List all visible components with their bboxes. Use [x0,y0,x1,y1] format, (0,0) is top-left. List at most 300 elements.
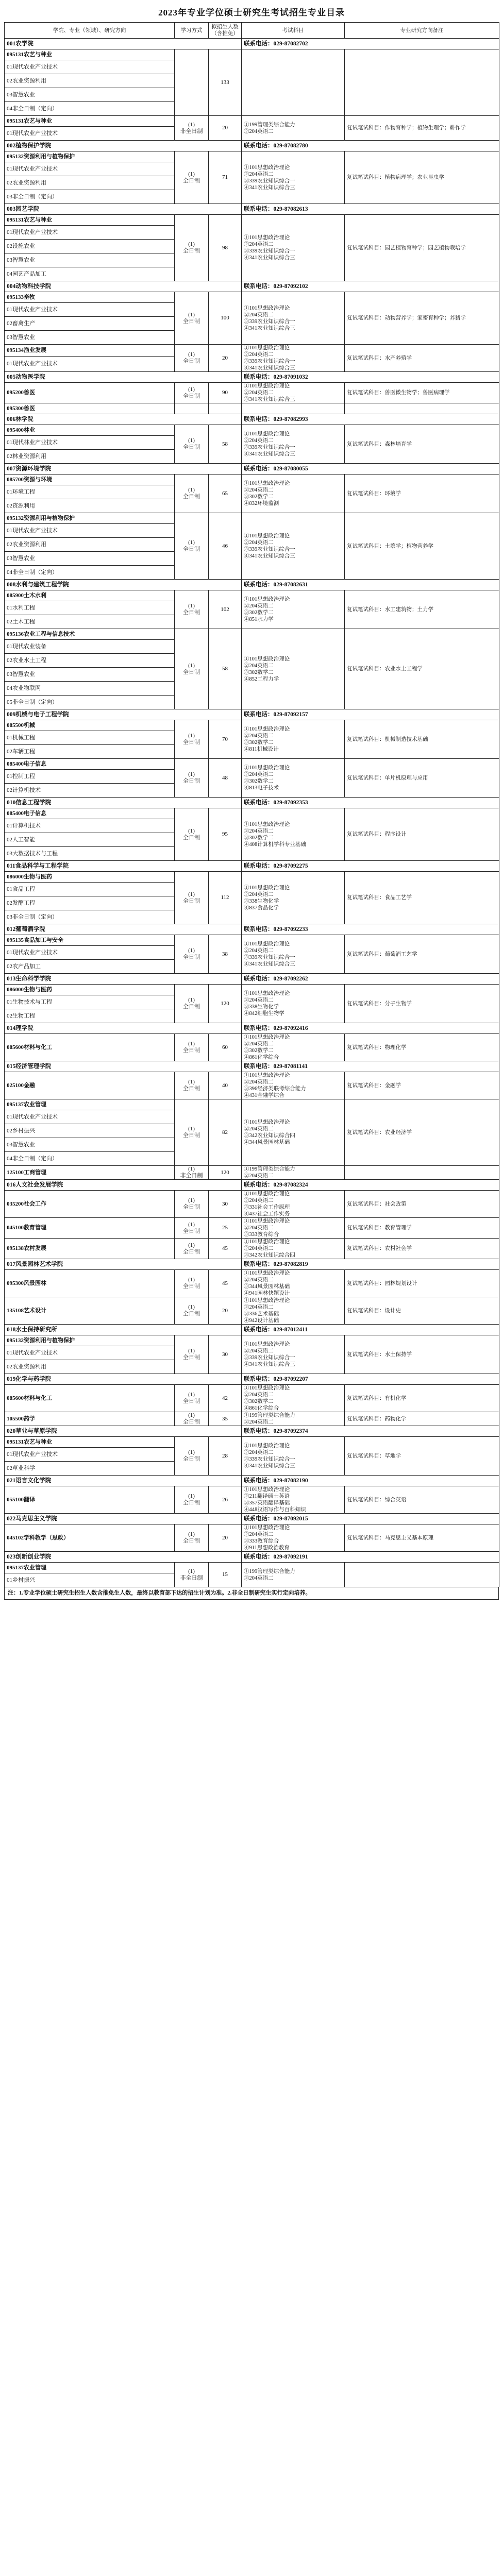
direction-name: 02发酵工程 [5,896,175,910]
exam-subjects [242,1412,345,1426]
exam-subject: ②204英语二 [244,733,274,739]
college-row [5,204,499,215]
exam-subject: ②204英语二 [244,1277,274,1283]
exam-subject: ②204英语二 [244,312,274,318]
exam-subject: ①101思想政治理论 [244,1035,290,1040]
plan-count: 71 [209,151,242,204]
study-mode: (1) 全日制 [175,292,209,345]
major-name: 055100翻译 [5,1486,175,1514]
plan-count: 120 [209,985,242,1023]
plan-count: 95 [209,808,242,861]
major-name: 095136农业工程与信息技术 [5,629,175,640]
major-row [5,49,499,60]
major-row [5,151,499,162]
study-mode: (1) 全日制 [175,345,209,372]
exam-subject: ①101思想政治理论 [244,1239,290,1245]
college-contact: 联系电话：029-87092262 [242,974,499,985]
college-row [5,924,499,935]
retest-note: 复试笔试科目：园艺植物育种学；园艺植物栽培学 [345,215,499,281]
college-row [5,1476,499,1486]
major-row [5,985,499,995]
direction-name: 02计算机技术 [5,784,175,798]
direction-name: 01现代农业产业技术 [5,1110,175,1124]
major-row [5,590,499,601]
study-mode [175,403,209,414]
direction-name: 01机械工程 [5,731,175,745]
major-name: 085600材料与化工 [5,1385,175,1412]
direction-name: 03智慧农业 [5,668,175,682]
major-row [5,474,499,485]
college-contact: 联系电话：029-87092191 [242,1552,499,1563]
plan-count: 30 [209,1335,242,1374]
exam-subjects [242,1034,345,1061]
exam-subject: ②204英语二 [244,1225,274,1231]
retest-note: 复试笔试科目：森林培育学 [345,425,499,464]
college-name: 004动物科技学院 [5,281,242,292]
exam-subjects [242,1191,345,1218]
major-name: 085500机械 [5,720,175,731]
college-row [5,861,499,872]
college-name: 007资源环境学院 [5,464,242,474]
exam-subject: ②204英语二 [244,663,274,669]
plan-count [209,403,242,414]
exam-subject: ③302数学二 [244,610,274,616]
college-contact: 联系电话：029-87092275 [242,861,499,872]
major-row [5,425,499,436]
study-mode: (1) 非全日制 [175,1166,209,1180]
exam-subject: ③336艺术基础 [244,1311,279,1317]
exam-subject: ②204英语二 [244,1450,274,1455]
exam-subject: ④811机械设计 [244,747,279,752]
plan-count: 133 [209,49,242,116]
direction-name: 02土木工程 [5,615,175,629]
major-row [5,1034,499,1061]
exam-subject: ①101思想政治理论 [244,821,290,827]
college-name: 012葡萄酒学院 [5,924,242,935]
direction-name: 01现代农业产业技术 [5,226,175,240]
plan-count: 28 [209,1437,242,1476]
exam-subject: ④861化学综合 [244,1405,279,1411]
college-contact: 联系电话：029-87082190 [242,1476,499,1486]
direction-name: 03大数据技术与工程 [5,847,175,861]
direction-name: 02农业资源利用 [5,538,175,552]
college-name: 017风景园林艺术学院 [5,1259,242,1270]
exam-subjects [242,1437,345,1476]
major-name: 085600材料与化工 [5,1034,175,1061]
exam-subject: ③342农业知识综合四 [244,1133,295,1139]
plan-count: 30 [209,1191,242,1218]
exam-subjects [242,759,345,798]
exam-subject: ③396经济类联考综合能力 [244,1086,306,1092]
study-mode: (1) 全日制 [175,383,209,403]
college-row [5,580,499,590]
retest-note: 复试笔试科目：水产养殖学 [345,345,499,372]
exam-subject: ④911思想政治教育 [244,1545,290,1551]
exam-subjects [242,383,345,403]
exam-subject: ②204英语二 [244,1173,274,1179]
retest-note: 复试笔试科目：设计史 [345,1297,499,1325]
major-name: 095300风景园林 [5,1270,175,1297]
plan-count: 46 [209,513,242,580]
exam-subjects [242,116,345,141]
exam-subject: ④861化学综合 [244,1055,279,1060]
plan-count: 120 [209,1166,242,1180]
exam-subjects [242,49,345,116]
exam-subjects [242,1166,345,1180]
direction-name: 03智慧农业 [5,552,175,566]
exam-subject: ①101思想政治理论 [244,1487,290,1493]
study-mode: (1) 全日制 [175,1099,209,1166]
exam-subject: ③302数学二 [244,494,274,500]
exam-subject: ③357英语翻译基础 [244,1500,290,1506]
college-contact: 联系电话：029-87092157 [242,709,499,720]
direction-name: 03智慧农业 [5,331,175,345]
retest-note: 复试笔试科目：药物化学 [345,1412,499,1426]
exam-subject: ①199管理类综合能力 [244,1166,295,1172]
exam-subject: ②204英语二 [244,1419,274,1425]
college-contact: 联系电话：029-87082993 [242,414,499,425]
college-row [5,1514,499,1524]
direction-name: 01乡村振兴 [5,1573,175,1587]
major-row [5,1385,499,1412]
study-mode: (1) 全日制 [175,759,209,798]
college-name: 015经济管理学院 [5,1061,242,1072]
major-row [5,1412,499,1426]
direction-name: 03非全日制（定向） [5,910,175,924]
study-mode: (1) 全日制 [175,1072,209,1099]
exam-subject: ③302数学二 [244,835,274,841]
study-mode: (1) 全日制 [175,629,209,709]
exam-subject: ①101思想政治理论 [244,1443,290,1449]
major-name: 085700资源与环境 [5,474,175,485]
exam-subjects [242,985,345,1023]
exam-subject: ①101思想政治理论 [244,1073,290,1078]
exam-subject: ②204英语二 [244,1304,274,1310]
college-row [5,798,499,808]
direction-name: 01现代农业产业技术 [5,162,175,176]
exam-subject: ④408计算机学科专业基础 [244,841,306,848]
retest-note: 复试笔试科目：农业水土工程学 [345,629,499,709]
exam-subject: ④341农业知识综合三 [244,255,295,261]
exam-subject: ④341农业知识综合三 [244,365,295,371]
exam-subject: ③342农业知识综合四 [244,1252,295,1258]
college-contact: 联系电话：029-87082324 [242,1180,499,1191]
direction-name: 03智慧农业 [5,88,175,102]
college-name: 002植物保护学院 [5,141,242,151]
direction-name: 02农业资源利用 [5,74,175,88]
exam-subject: ②204英语二 [244,438,274,444]
direction-name: 01现代农业产业技术 [5,524,175,538]
exam-subject: ②204英语二 [244,1126,274,1132]
exam-subject: ②204英语二 [244,997,274,1003]
study-mode: (1) 全日制 [175,590,209,629]
major-row [5,759,499,770]
study-mode: (1) 全日制 [175,425,209,464]
retest-note: 复试笔试科目：草地学 [345,1437,499,1476]
plan-count: 100 [209,292,242,345]
plan-count: 20 [209,1297,242,1325]
exam-subject: ②211翻译硕士英语 [244,1494,290,1499]
college-contact: 联系电话：029-87082819 [242,1259,499,1270]
major-row [5,1270,499,1297]
exam-subject: ③339农业知识综合一 [244,318,295,325]
exam-subject: ②204英语二 [244,1532,274,1537]
college-row [5,372,499,383]
college-row [5,974,499,985]
college-row [5,1325,499,1335]
retest-note [345,49,499,116]
college-row [5,1180,499,1191]
college-row [5,1061,499,1072]
exam-subjects [242,151,345,204]
study-mode: (1) 全日制 [175,513,209,580]
exam-subjects [242,1218,345,1239]
major-name: 085900土木水利 [5,590,175,601]
plan-count: 98 [209,215,242,281]
study-mode: (1) 全日制 [175,808,209,861]
exam-subject: ④813电子技术 [244,785,279,791]
study-mode: (1) 全日制 [175,872,209,924]
retest-note [345,403,499,414]
exam-subject: ④448汉语写作与百科知识 [244,1507,306,1513]
college-row [5,141,499,151]
major-name: 095134渔业发展 [5,345,175,357]
college-name: 022马克思主义学院 [5,1514,242,1524]
exam-subject: ②204英语二 [244,1348,274,1354]
exam-subject: ④341农业知识综合三 [244,325,295,331]
exam-subject: ④842细胞生物学 [244,1011,284,1016]
major-row [5,1099,499,1110]
retest-note: 复试笔试科目：兽医微生物学；兽医病理学 [345,383,499,403]
major-row [5,1437,499,1448]
exam-subject: ②204英语二 [244,828,274,834]
major-row [5,872,499,883]
retest-note: 复试笔试科目：单片机原理与应用 [345,759,499,798]
exam-subject: ③333教育综合 [244,1232,279,1238]
study-mode [175,49,209,116]
plan-count: 58 [209,629,242,709]
major-row [5,808,499,819]
retest-note: 复试笔试科目：程序设计 [345,808,499,861]
direction-name: 01现代农业产业技术 [5,357,175,372]
retest-note: 复试笔试科目：教育管理学 [345,1218,499,1239]
direction-name: 02生物工程 [5,1009,175,1023]
major-name: 045100教育管理 [5,1218,175,1239]
plan-count: 65 [209,474,242,513]
college-name: 023创新创业学院 [5,1552,242,1563]
direction-name: 02林业资源利用 [5,450,175,464]
plan-count: 25 [209,1218,242,1239]
college-row [5,709,499,720]
exam-subject: ③302数学二 [244,1399,274,1404]
header-major: 学院、专业（领域）、研究方向 [5,23,175,39]
major-name: 095137农业管理 [5,1099,175,1110]
exam-subject: ①101思想政治理论 [244,533,290,539]
college-contact: 联系电话：029-87092374 [242,1426,499,1437]
college-name: 008水利与建筑工程学院 [5,580,242,590]
retest-note: 复试笔试科目：机械制造技术基础 [345,720,499,759]
study-mode: (1) 全日制 [175,1486,209,1514]
study-mode: (1) 全日制 [175,151,209,204]
exam-subject: ②204英语二 [244,948,274,954]
exam-subject: ②204英语二 [244,171,274,177]
college-name: 011食品科学与工程学院 [5,861,242,872]
exam-subject: ①101思想政治理论 [244,1525,290,1531]
major-name: 086000生物与医药 [5,985,175,995]
college-row [5,1552,499,1563]
exam-subject: ③341农业知识综合三 [244,397,295,402]
study-mode: (1) 全日制 [175,1335,209,1374]
direction-name: 01现代农业产业技术 [5,946,175,960]
exam-subject: ④437社会工作实务 [244,1211,290,1217]
retest-note: 复试笔试科目：农业经济学 [345,1099,499,1166]
major-name: 035200社会工作 [5,1191,175,1218]
college-name: 018水土保持研究所 [5,1325,242,1335]
direction-name: 02草业科学 [5,1462,175,1476]
major-name: 095131农艺与种业 [5,1437,175,1448]
exam-subject: ①101思想政治理论 [244,1120,290,1125]
major-row [5,383,499,403]
college-name: 020草业与草原学院 [5,1426,242,1437]
exam-subject: ③339农业知识综合一 [244,178,295,184]
exam-subject: ③339农业知识综合一 [244,359,295,364]
exam-subject: ③302数学二 [244,669,274,675]
college-name: 010信息工程学院 [5,798,242,808]
study-mode: (1) 非全日制 [175,116,209,141]
major-name: 025100金融 [5,1072,175,1099]
study-mode: (1) 全日制 [175,1437,209,1476]
direction-name: 03智慧农业 [5,253,175,267]
plan-count: 112 [209,872,242,924]
exam-subject: ①101思想政治理论 [244,1342,290,1347]
direction-name: 04非全日制（定向） [5,566,175,580]
direction-name: 02畜禽生产 [5,317,175,331]
retest-note: 复试笔试科目：园林规划设计 [345,1270,499,1297]
exam-subject: ①101思想政治理论 [244,1298,290,1303]
exam-subject: ①101思想政治理论 [244,941,290,947]
college-contact: 联系电话：029-87092102 [242,281,499,292]
exam-subject: ①101思想政治理论 [244,431,290,437]
exam-subject: ①101思想政治理论 [244,345,290,351]
exam-subject: ③302数学二 [244,740,274,745]
exam-subjects [242,872,345,924]
retest-note: 复试笔试科目：葡萄酒工艺学 [345,935,499,974]
plan-count: 90 [209,383,242,403]
exam-subject: ③339农业知识综合一 [244,1355,295,1361]
retest-note: 复试笔试科目：物理化学 [345,1034,499,1061]
major-name: 086000生物与医药 [5,872,175,883]
direction-name: 05非全日制（定向） [5,696,175,709]
college-row [5,464,499,474]
study-mode: (1) 全日制 [175,1034,209,1061]
major-name: 095200兽医 [5,383,175,403]
direction-name: 01食品工程 [5,883,175,896]
plan-count: 20 [209,1524,242,1552]
major-row [5,1239,499,1259]
exam-subject: ④341农业知识综合三 [244,451,295,457]
college-contact: 联系电话：029-87081141 [242,1061,499,1072]
exam-subject: ①101思想政治理论 [244,1218,290,1224]
major-name: 085400电子信息 [5,808,175,819]
college-contact: 联系电话：029-87082613 [242,204,499,215]
exam-subject: ①101思想政治理论 [244,726,290,732]
major-name: 095132资源利用与植物保护 [5,151,175,162]
college-name: 001农学院 [5,39,242,49]
major-row [5,116,499,127]
exam-subject: ②204英语二 [244,891,274,897]
study-mode: (1) 全日制 [175,1412,209,1426]
major-name: 095131农艺与种业 [5,49,175,60]
major-name: 135108艺术设计 [5,1297,175,1325]
major-row [5,1297,499,1325]
exam-subject: ②204英语二 [244,1246,274,1251]
exam-subjects [242,1335,345,1374]
exam-subjects [242,474,345,513]
exam-subject: ③339农业知识综合一 [244,445,295,450]
exam-subjects [242,935,345,974]
college-row [5,1374,499,1385]
exam-subject: ②204英语二 [244,487,274,493]
study-mode: (1) 全日制 [175,1297,209,1325]
exam-subjects [242,590,345,629]
retest-note: 复试笔试科目：土壤学；植物营养学 [345,513,499,580]
exam-subjects [242,215,345,281]
major-row [5,513,499,524]
major-name: 125100工商管理 [5,1166,175,1180]
exam-subject: ④341农业知识综合三 [244,961,295,967]
exam-subject: ③302数学二 [244,1048,274,1054]
retest-note: 复试笔试科目：植物病理学；农业昆虫学 [345,151,499,204]
exam-subject: ②204英语二 [244,540,274,546]
exam-subjects [242,1270,345,1297]
exam-subject: ③302数学二 [244,778,274,784]
exam-subject: ③331社会工作原理 [244,1205,290,1210]
retest-note: 复试笔试科目：综合英语 [345,1486,499,1514]
direction-name: 02人工智能 [5,833,175,847]
major-name: 045102学科教学（思政） [5,1524,175,1552]
exam-subject: ②204英语二 [244,128,274,134]
retest-note [345,1563,499,1587]
exam-subject: ②204英语二 [244,1041,274,1047]
major-row [5,345,499,357]
plan-count: 45 [209,1239,242,1259]
plan-count: 60 [209,1034,242,1061]
college-row [5,39,499,49]
college-name: 014理学院 [5,1023,242,1034]
exam-subject: ②204英语二 [244,1198,274,1204]
college-contact: 联系电话：029-87091032 [242,372,499,383]
exam-subjects [242,1072,345,1099]
direction-name: 02资源利用 [5,499,175,513]
study-mode: (1) 全日制 [175,1524,209,1552]
direction-name: 01现代农业产业技术 [5,1346,175,1360]
exam-subjects [242,1486,345,1514]
catalog-body [5,39,499,1587]
college-contact: 联系电话：029-87082631 [242,580,499,590]
direction-name: 02农产品加工 [5,960,175,974]
plan-count: 26 [209,1486,242,1514]
plan-count: 20 [209,116,242,141]
exam-subject: ②204英语二 [244,242,274,247]
college-contact: 联系电话：029-87092233 [242,924,499,935]
college-row [5,281,499,292]
exam-subjects [242,629,345,709]
major-row [5,1563,499,1573]
major-name: 095137农业管理 [5,1563,175,1573]
study-mode: (1) 全日制 [175,1218,209,1239]
catalog-table [4,22,499,1587]
exam-subject: ①101思想政治理论 [244,383,290,389]
